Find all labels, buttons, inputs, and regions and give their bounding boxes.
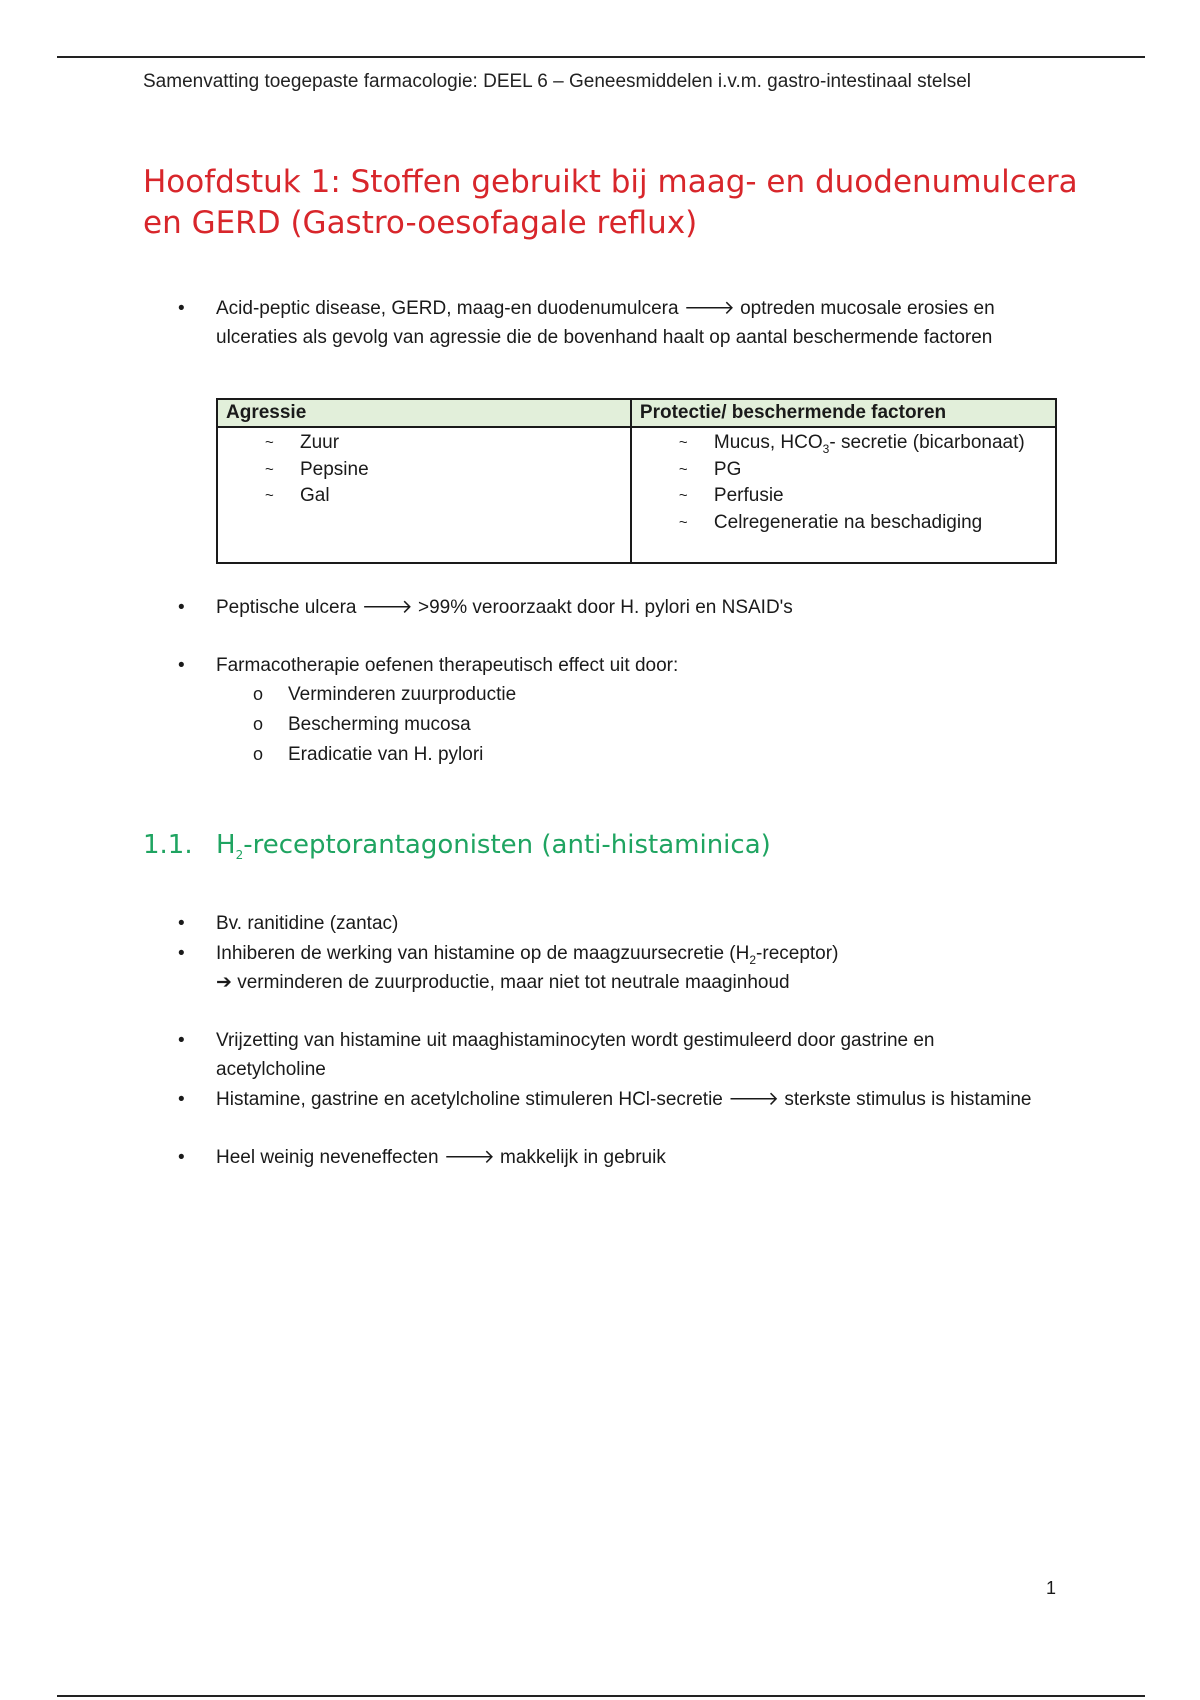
bullet-mark: • bbox=[178, 1030, 185, 1051]
list-item: Bescherming mucosa bbox=[288, 714, 471, 735]
example-bullet: Bv. ranitidine (zantac) bbox=[216, 913, 399, 934]
protection-cell bbox=[631, 427, 1056, 563]
arrow-icon: ➔ bbox=[216, 971, 232, 993]
sub-bullet-mark: o bbox=[253, 744, 264, 764]
section-title: 1.1. $H_2$-receptorantagonisten (anti-histaminica) bbox=[143, 830, 771, 863]
footer-rule bbox=[57, 1695, 1145, 1697]
peptic-ulcer-bullet: Peptische ulcera 🡒 >99% veroorzaakt door H. pylori en NSAID's bbox=[216, 596, 793, 618]
running-header: Samenvatting toegepaste farmacologie: DEEL 6 – Geneesmiddelen i.v.m. gastro-intestinaal stelsel bbox=[143, 71, 972, 92]
table-header-protection: Protectie/ beschermende factoren bbox=[631, 399, 1056, 427]
bullet-mark: • bbox=[178, 913, 185, 934]
list-item: ~ Pepsine bbox=[265, 458, 369, 480]
bullet-mark: • bbox=[178, 597, 185, 618]
pharmacotherapy-bullet: Farmacotherapie oefenen therapeutisch effect uit door: bbox=[216, 655, 679, 676]
bullet-mark: • bbox=[178, 655, 185, 676]
release-bullet: Vrijzetting van histamine uit maaghistaminocyten wordt gestimuleerd door gastrine en acetylcholine bbox=[216, 1030, 935, 1080]
list-item: ~ Celregeneratie na beschadiging bbox=[678, 511, 983, 533]
bullet-mark: • bbox=[178, 943, 185, 964]
list-item: ~ Perfusie bbox=[678, 485, 784, 506]
arrow-icon: 🡒 bbox=[683, 297, 735, 319]
inhibit-bullet: Inhiberen de werking van histamine op de maagzuursecretie $(H_2-receptor)$ ➔ verminderen de zuurproductie, maar niet tot neutrale maaginhoud bbox=[216, 943, 839, 993]
list-item: ~ Gal bbox=[265, 485, 330, 506]
chapter-title: Hoofdstuk 1: Stoffen gebruikt bij maag- en duodenumulcera en GERD (Gastro-oesofagale reflux) bbox=[143, 164, 1078, 241]
sub-bullet-mark: o bbox=[253, 684, 264, 704]
list-item: ~ Zuur bbox=[265, 432, 340, 453]
list-item: Eradicatie van H. pylori bbox=[288, 744, 484, 765]
list-item: Verminderen zuurproductie bbox=[288, 684, 517, 705]
header-rule bbox=[57, 56, 1145, 58]
arrow-icon: 🡒 bbox=[728, 1088, 780, 1110]
bullet-mark: • bbox=[178, 1147, 185, 1168]
arrow-icon: 🡒 bbox=[443, 1146, 495, 1168]
page-number: 1 bbox=[1046, 1578, 1057, 1598]
sub-bullet-mark: o bbox=[253, 714, 264, 734]
list-item: ~ Mucus, $HCO_3-$ secretie (bicarbonaat) bbox=[678, 432, 1025, 456]
intro-paragraph: Acid-peptic disease, GERD, maag-en duodenumulcera 🡒 optreden mucosale erosies en ulceraties als gevolg van agressie die de bovenhand haalt op aantal beschermende factoren bbox=[216, 297, 995, 348]
aggression-protection-table bbox=[216, 398, 1057, 564]
list-item: ~ PG bbox=[678, 458, 742, 480]
bullet-mark: • bbox=[178, 1089, 185, 1110]
aggression-cell bbox=[217, 427, 631, 563]
arrow-icon: 🡒 bbox=[361, 596, 413, 618]
stimulation-bullet: Histamine, gastrine en acetylcholine stimuleren HCl-secretie 🡒 sterkste stimulus is histamine bbox=[216, 1088, 1032, 1110]
table-header-aggression: Agressie bbox=[217, 399, 631, 427]
bullet-mark: • bbox=[178, 298, 185, 319]
side-effects-bullet: Heel weinig neveneffecten 🡒 makkelijk in gebruik bbox=[216, 1146, 666, 1168]
